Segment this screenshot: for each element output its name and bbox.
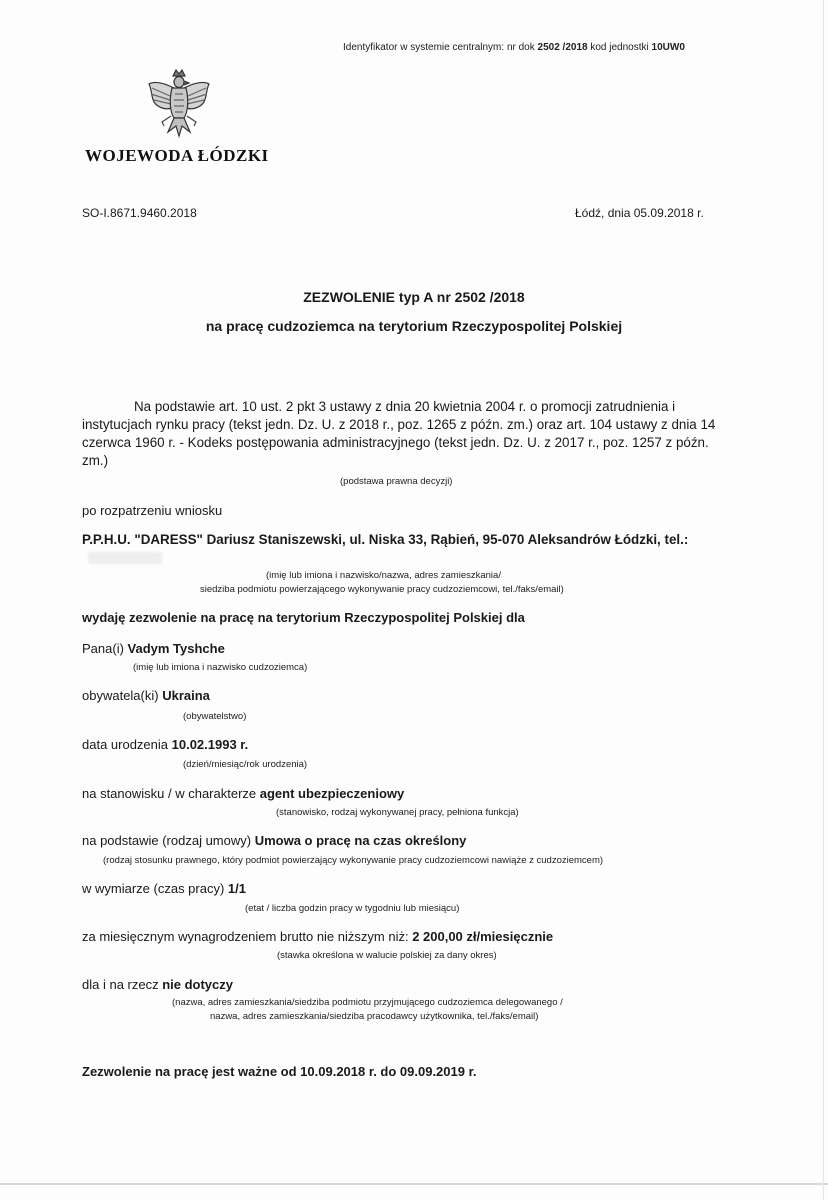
unit-prefix: kod jednostki [587,42,652,53]
citizenship-value: Ukraina [162,688,210,703]
issuing-authority: WOJEWODA ŁÓDZKI [85,146,269,165]
foreigner-name-caption: (imię lub imiona i nazwisko cudzoziemca) [133,662,308,673]
contract-value: Umowa o pracę na czas określony [254,833,467,848]
position-label: na stanowisku / w charakterze [82,786,260,801]
on-behalf-value: nie dotyczy [162,977,233,992]
unit-code: 10UW0 [651,42,685,53]
position-caption: (stanowisko, rodzaj wykonywanej pracy, pełniona funkcja) [276,807,519,818]
case-number: SO-I.8671.9460.2018 [82,206,197,220]
system-identifier [343,42,685,53]
contract-label: na podstawie (rodzaj umowy) [82,833,255,848]
citizenship-caption: (obywatelstwo) [183,711,247,722]
salary-row [82,929,553,944]
position-row [82,786,404,801]
document-title: ZEZWOLENIE typ A nr 2502 /2018 [303,289,525,305]
position-value: agent ubezpieczeniowy [259,786,405,801]
foreigner-name-label: Pana(i) [82,641,128,656]
application-intro: po rozpatrzeniu wniosku [82,503,223,518]
contract-caption: (rodzaj stosunku prawnego, który podmiot powierzający wykonywanie pracy cudzoziemcowi nawiąże z cudzoziemcem) [103,855,604,866]
salary-caption: (stawka określona w walucie polskiej za dany okres) [277,950,497,961]
contract-row [82,833,466,848]
legal-basis: Na podstawie art. 10 ust. 2 pkt 3 ustawy z dnia 20 kwietnia 2004 r. o promocji zatrudnienia i instytucjach rynku pracy (tekst jedn. Dz. U. z 2018 r., poz. 1265 z późn. zm.) oraz art. 104 ustawy z dnia 14 czerwca 1960 r. - Kodeks postępowania administracyjnego (tekst jedn. Dz. U. z 2017 r., poz. 1257 z późn. zm.) [82,399,716,468]
salary-label: za miesięcznym wynagrodzeniem brutto nie niższym niż: [82,929,413,944]
system-id-prefix: Identyfikator w systemie centralnym: nr dok [343,42,538,53]
employer-caption-line2: siedziba podmiotu powierzającego wykonywanie pracy cudzoziemcowi, tel./faks/email) [200,584,564,595]
on-behalf-row [82,977,233,992]
legal-basis-caption: (podstawa prawna decyzji) [340,476,453,487]
scan-bottom-edge [0,1183,828,1185]
place-and-date: Łódź, dnia 05.09.2018 r. [575,206,704,220]
on-behalf-label: dla i na rzecz [82,977,163,992]
birth-date-value: 10.02.1993 r. [171,737,249,752]
scan-right-edge [823,0,824,1200]
employer-caption-line1: (imię lub imiona i nazwisko/nazwa, adres zamieszkania/ [266,570,501,581]
foreigner-name-row [82,641,225,656]
document-number: 2502 [537,42,560,53]
grant-statement: wydaję zezwolenie na pracę na terytorium Rzeczypospolitej Polskiej dla [82,610,525,625]
working-time-caption: (etat / liczba godzin pracy w tygodniu lub miesiącu) [245,903,460,914]
birth-date-label: data urodzenia [82,737,172,752]
on-behalf-caption-line1: (nazwa, adres zamieszkania/siedziba podmiotu przyjmującego cudzoziemca delegowanego / [172,997,563,1008]
on-behalf-caption-line2: nazwa, adres zamieszkania/siedziba pracodawcy użytkownika, tel./faks/email) [210,1011,539,1022]
citizenship-row [82,688,210,703]
document-subtitle: na pracę cudzoziemca na terytorium Rzeczypospolitej Polskiej [205,318,623,334]
birth-date-caption: (dzień/miesiąc/rok urodzenia) [183,759,308,770]
salary-value: 2 200,00 zł/miesięcznie [412,929,554,944]
validity-statement: Zezwolenie na pracę jest ważne od 10.09.2018 r. do 09.09.2019 r. [82,1064,477,1079]
employer-block [82,530,728,568]
working-time-row [82,881,246,896]
employer-details: P.P.H.U. "DARESS" Dariusz Staniszewski, ul. Niska 33, Rąbień, 95-070 Aleksandrów Łódzki, tel.: [82,532,689,547]
eagle-emblem-icon [146,66,212,142]
document-year: /2018 [559,42,588,53]
birth-date-row [82,737,248,752]
working-time-label: w wymiarze (czas pracy) [82,881,228,896]
redacted-phone [88,552,162,564]
citizenship-label: obywatela(ki) [82,688,163,703]
working-time-value: 1/1 [227,881,246,896]
foreigner-name-value: Vadym Tyshche [127,641,225,656]
